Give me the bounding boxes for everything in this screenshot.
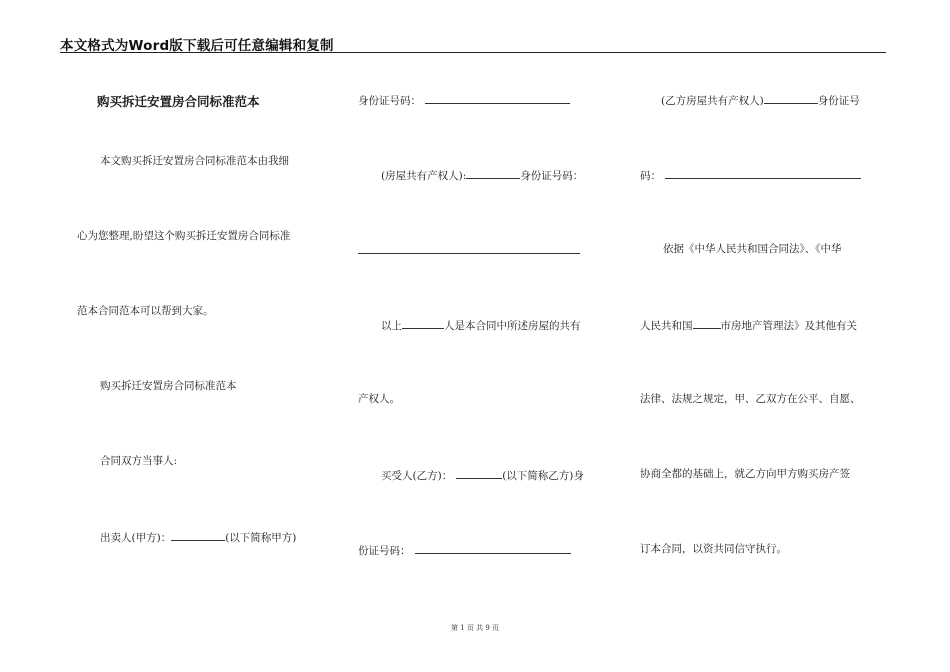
seller-alias: (以下简称甲方)	[225, 532, 297, 544]
buyer-co-owner-id-label: 身份证号	[817, 95, 860, 107]
seller-name-blank	[171, 529, 225, 541]
buyer-id-blank	[415, 542, 571, 554]
city-blank	[693, 317, 721, 329]
basis-line-2	[640, 317, 857, 333]
basis-line-2-suffix: 市房地产管理法》及其他有关	[720, 320, 857, 332]
document-title: 购买拆迁安置房合同标准范本	[97, 94, 260, 109]
buyer-alias: (以下简称乙方)身	[502, 470, 584, 482]
seller-label: 出卖人(甲方)：	[100, 532, 172, 544]
parties-label: 合同双方当事人:	[100, 455, 178, 467]
buyer-co-owner-blank	[764, 92, 818, 104]
statement-blank	[402, 317, 444, 329]
buyer-co-owner-label: (乙方房屋共有产权人)	[661, 95, 764, 107]
co-owner-id-blank	[358, 242, 580, 254]
buyer-co-owner-line	[661, 92, 860, 108]
statement-suffix: 人是本合同中所述房屋的共有	[444, 320, 581, 332]
intro-line-3: 范本合同范本可以帮到大家。	[77, 305, 214, 317]
buyer-line	[381, 467, 584, 483]
page-number: 第 1 页 共 9 页	[450, 624, 500, 632]
buyer-id-label: 份证号码：	[358, 545, 411, 557]
buyer-id-line	[358, 542, 571, 558]
basis-line-1: 依据《中华人民共和国合同法》、《中华	[663, 243, 842, 255]
co-owner-id-line	[358, 242, 580, 258]
buyer-co-owner-id-blank	[665, 167, 861, 179]
intro-line-2: 心为您整理,盼望这个购买拆迁安置房合同标准	[77, 230, 291, 242]
section-heading: 购买拆迁安置房合同标准范本	[100, 380, 237, 392]
seller-id-label: 身份证号码：	[358, 95, 421, 107]
buyer-co-owner-id-label-2: 码：	[640, 170, 661, 182]
basis-line-2-prefix: 人民共和国	[640, 320, 693, 332]
basis-line-3: 法律、法规之规定，甲、乙双方在公平、自愿、	[640, 393, 861, 405]
co-owner-line	[381, 167, 583, 183]
intro-line-1: 本文购买拆迁安置房合同标准范本由我细	[100, 155, 289, 167]
seller-id-blank	[425, 92, 570, 104]
buyer-name-blank	[456, 467, 502, 479]
co-owner-label: (房屋共有产权人):	[381, 170, 467, 182]
document-header	[60, 34, 886, 53]
seller-line	[100, 529, 296, 545]
co-owner-id-label: 身份证号码：	[520, 170, 584, 182]
buyer-label: 买受人(乙方)：	[381, 470, 453, 482]
seller-id-line	[358, 92, 570, 108]
co-owner-statement-end: 产权人。	[358, 393, 400, 405]
co-owner-blank	[466, 167, 520, 179]
basis-line-5: 订本合同，以资共同信守执行。	[640, 543, 787, 555]
basis-line-4: 协商全都的基础上，就乙方向甲方购买房产签	[640, 468, 850, 480]
co-owner-statement-line	[381, 317, 581, 333]
buyer-co-owner-id-line	[640, 167, 861, 183]
header-text: 本文格式为Word版下载后可任意编辑和复制	[60, 38, 334, 54]
statement-prefix: 以上	[381, 320, 402, 332]
